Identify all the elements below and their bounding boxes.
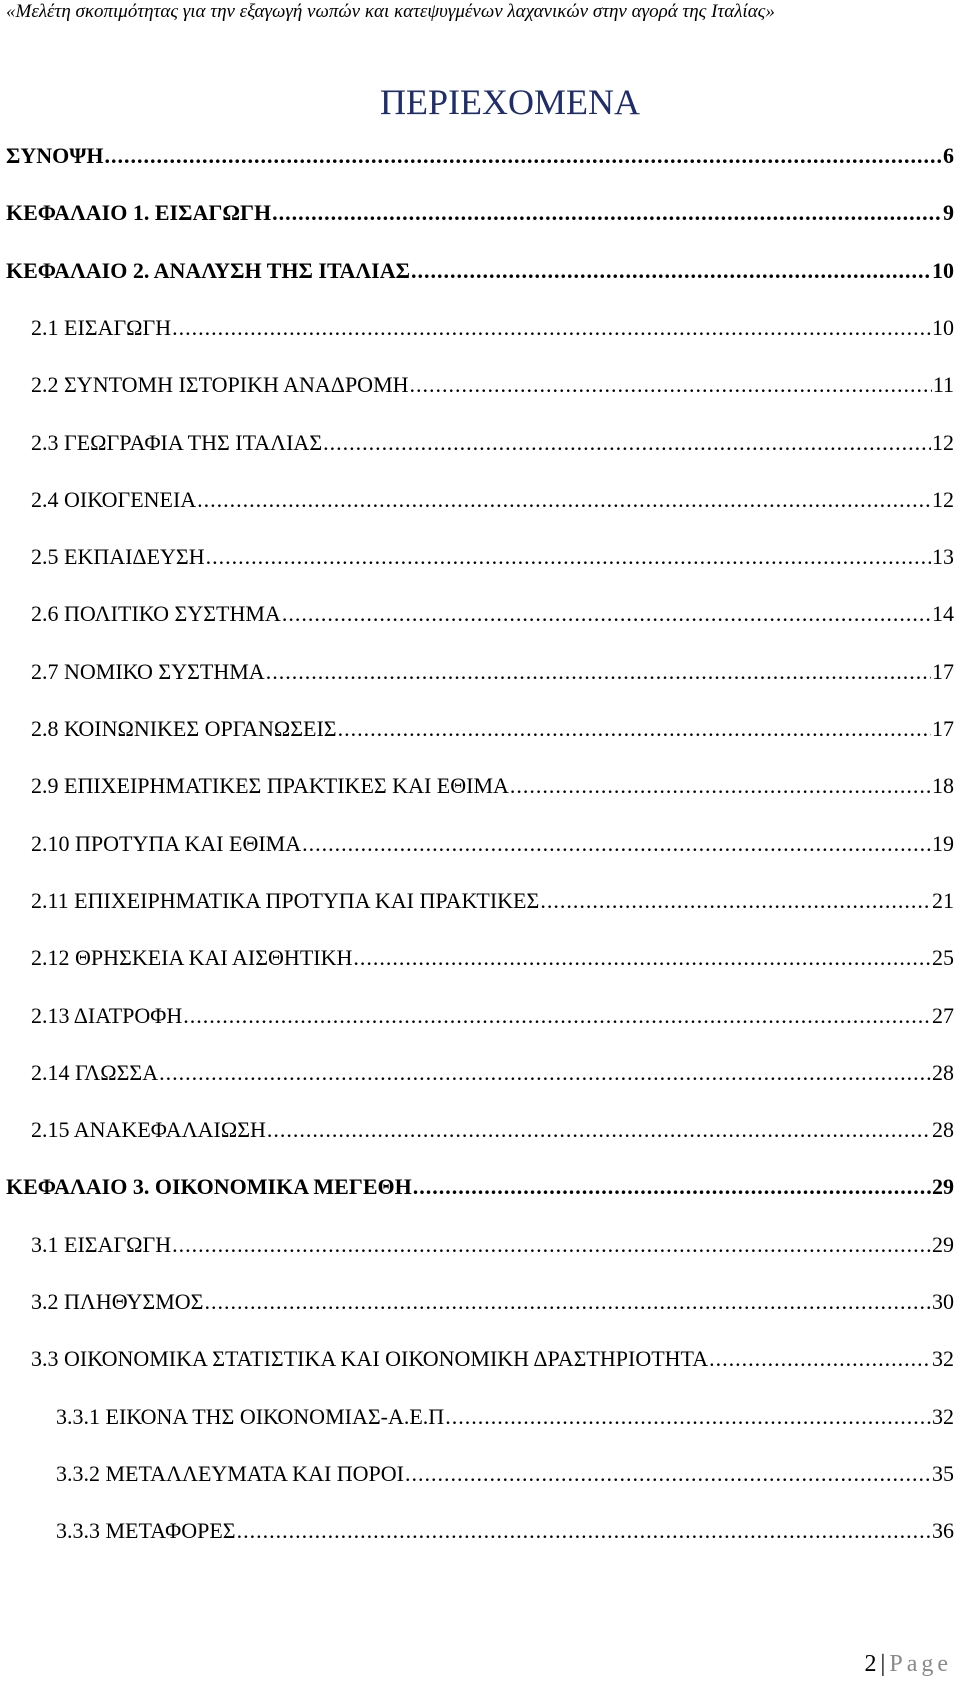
toc-entry-label: 2.2 ΣΥΝΤΟΜΗ ΙΣΤΟΡΙΚΗ ΑΝΑΔΡΟΜΗ bbox=[31, 372, 409, 397]
toc-dot-leader bbox=[540, 887, 931, 915]
toc-entry[interactable] bbox=[31, 715, 954, 743]
toc-entry-label: 2.8 ΚΟΙΝΩΝΙΚΕΣ ΟΡΓΑΝΩΣΕΙΣ bbox=[31, 716, 337, 741]
toc-entry-label: 2.15 ΑΝΑΚΕΦΑΛΑΙΩΣΗ bbox=[31, 1117, 266, 1142]
toc-entry-page: 19 bbox=[932, 831, 954, 856]
toc-dot-leader bbox=[338, 715, 931, 743]
toc-dot-leader bbox=[204, 1288, 931, 1316]
toc-entry-page: 12 bbox=[932, 430, 954, 455]
running-header: «Μελέτη σκοπιμότητας για την εξαγωγή νωπών και κατεψυγμένων λαχανικών στην αγορά της Ιταλίας» bbox=[6, 1, 775, 22]
toc-entry-page: 32 bbox=[932, 1346, 954, 1371]
toc-entry-page: 29 bbox=[932, 1232, 954, 1257]
toc-entry[interactable] bbox=[31, 1231, 954, 1259]
toc-dot-leader bbox=[282, 600, 931, 628]
toc-entry[interactable] bbox=[31, 600, 954, 628]
toc-entry-label: 2.7 ΝΟΜΙΚΟ ΣΥΣΤΗΜΑ bbox=[31, 659, 265, 684]
toc-entry-page: 18 bbox=[932, 773, 954, 798]
toc-entry[interactable] bbox=[31, 944, 954, 972]
page-number: 2 bbox=[864, 1651, 877, 1677]
toc-entry[interactable] bbox=[31, 658, 954, 686]
toc-entry[interactable] bbox=[6, 257, 954, 285]
toc-dot-leader bbox=[405, 1460, 931, 1488]
toc-entry-page: 25 bbox=[932, 945, 954, 970]
toc-dot-leader bbox=[445, 1403, 931, 1431]
toc-entry-page: 29 bbox=[932, 1174, 954, 1199]
toc-entry[interactable] bbox=[31, 887, 954, 915]
toc-entry-label: ΚΕΦΑΛΑΙΟ 1. ΕΙΣΑΓΩΓΗ bbox=[6, 200, 272, 225]
toc-dot-leader bbox=[410, 371, 932, 399]
toc-entry-label: 2.9 ΕΠΙΧΕΙΡΗΜΑΤΙΚΕΣ ΠΡΑΚΤΙΚΕΣ ΚΑΙ ΕΘΙΜΑ bbox=[31, 773, 509, 798]
toc-dot-leader bbox=[413, 1173, 931, 1201]
toc-entry-label: 2.10 ΠΡΟΤΥΠΑ ΚΑΙ ΕΘΙΜΑ bbox=[31, 831, 302, 856]
toc-entry-page: 14 bbox=[932, 601, 954, 626]
toc-entry[interactable] bbox=[31, 1116, 954, 1144]
toc-entry-page: 21 bbox=[932, 888, 954, 913]
toc-entry-page: 36 bbox=[932, 1518, 954, 1543]
toc-dot-leader bbox=[323, 429, 931, 457]
toc-dot-leader bbox=[159, 1059, 931, 1087]
toc-entry-page: 10 bbox=[932, 258, 954, 283]
toc-dot-leader bbox=[237, 1517, 931, 1545]
toc-entry-label: ΚΕΦΑΛΑΙΟ 3. ΟΙΚΟΝΟΜΙΚΑ ΜΕΓΕΘΗ bbox=[6, 1174, 412, 1199]
toc-entry-label: 2.5 ΕΚΠΑΙΔΕΥΣΗ bbox=[31, 544, 205, 569]
toc-entry-page: 28 bbox=[932, 1117, 954, 1142]
toc-entry[interactable] bbox=[31, 486, 954, 514]
toc-entry-page: 30 bbox=[932, 1289, 954, 1314]
toc-entry[interactable] bbox=[56, 1403, 954, 1431]
toc-entry[interactable] bbox=[31, 314, 954, 342]
toc-entry[interactable] bbox=[6, 1173, 954, 1201]
toc-entry-label: 2.3 ΓΕΩΓΡΑΦΙΑ ΤΗΣ ΙΤΑΛΙΑΣ bbox=[31, 430, 323, 455]
toc-dot-leader bbox=[206, 543, 931, 571]
toc-entry-label: ΚΕΦΑΛΑΙΟ 2. ΑΝΑΛΥΣΗ ΤΗΣ ΙΤΑΛΙΑΣ bbox=[6, 258, 410, 283]
toc-entry[interactable] bbox=[56, 1517, 954, 1545]
toc-entry[interactable] bbox=[6, 142, 954, 170]
page-footer bbox=[865, 1650, 952, 1678]
toc-dot-leader bbox=[105, 142, 942, 170]
toc-entry-page: 9 bbox=[943, 200, 954, 225]
toc-dot-leader bbox=[272, 199, 942, 227]
toc-entry-page: 17 bbox=[932, 716, 954, 741]
toc-entry-label: 3.3.1 ΕΙΚΟΝΑ ΤΗΣ ΟΙΚΟΝΟΜΙΑΣ-Α.Ε.Π bbox=[56, 1404, 445, 1429]
toc-dot-leader bbox=[266, 658, 931, 686]
toc-entry-page: 32 bbox=[932, 1404, 954, 1429]
toc-entry[interactable] bbox=[6, 199, 954, 227]
toc-entry-label: 3.2 ΠΛΗΘΥΣΜΟΣ bbox=[31, 1289, 204, 1314]
toc-entry-label: 2.4 ΟΙΚΟΓΕΝΕΙΑ bbox=[31, 487, 197, 512]
toc-entry-label: 2.14 ΓΛΩΣΣΑ bbox=[31, 1060, 159, 1085]
page-word: Page bbox=[889, 1651, 952, 1677]
toc-entry[interactable] bbox=[31, 830, 954, 858]
toc-dot-leader bbox=[267, 1116, 931, 1144]
toc-dot-leader bbox=[197, 486, 931, 514]
toc-entry-page: 10 bbox=[932, 315, 954, 340]
toc-entry-label: 2.11 ΕΠΙΧΕΙΡΗΜΑΤΙΚΑ ΠΡΟΤΥΠΑ ΚΑΙ ΠΡΑΚΤΙΚΕΣ bbox=[31, 888, 540, 913]
toc-entry-page: 12 bbox=[932, 487, 954, 512]
toc-entry-page: 11 bbox=[932, 372, 954, 397]
toc-dot-leader bbox=[172, 1231, 931, 1259]
toc-entry-page: 13 bbox=[932, 544, 954, 569]
toc-entry-page: 27 bbox=[932, 1003, 954, 1028]
toc-entry[interactable] bbox=[31, 1345, 954, 1373]
toc-entry-page: 28 bbox=[932, 1060, 954, 1085]
toc-entry-label: 3.1 ΕΙΣΑΓΩΓΗ bbox=[31, 1232, 172, 1257]
toc-entry-page: 6 bbox=[943, 143, 954, 168]
toc-entry-label: ΣΥΝΟΨΗ bbox=[6, 143, 104, 168]
toc-entry-page: 35 bbox=[932, 1461, 954, 1486]
toc-dot-leader bbox=[302, 830, 931, 858]
toc-entry-page: 17 bbox=[932, 659, 954, 684]
toc-entry[interactable] bbox=[56, 1460, 954, 1488]
toc-entry[interactable] bbox=[31, 772, 954, 800]
toc-entry-label: 3.3 ΟΙΚΟΝΟΜΙΚΑ ΣΤΑΤΙΣΤΙΚΑ ΚΑΙ ΟΙΚΟΝΟΜΙΚΗ ΔΡΑΣΤΗΡΙΟΤΗΤΑ bbox=[31, 1346, 709, 1371]
toc-dot-leader bbox=[411, 257, 931, 285]
toc-title: ΠΕΡΙΕΧΟΜΕΝΑ bbox=[380, 82, 640, 122]
toc-entry[interactable] bbox=[31, 371, 954, 399]
toc-entry[interactable] bbox=[31, 1059, 954, 1087]
toc-entry-label: 3.3.2 ΜΕΤΑΛΛΕΥΜΑΤΑ ΚΑΙ ΠΟΡΟΙ bbox=[56, 1461, 405, 1486]
toc-entry-label: 2.1 ΕΙΣΑΓΩΓΗ bbox=[31, 315, 172, 340]
toc-dot-leader bbox=[353, 944, 931, 972]
toc-entry-label: 2.13 ΔΙΑΤΡΟΦΗ bbox=[31, 1003, 183, 1028]
toc-entry-label: 2.6 ΠΟΛΙΤΙΚΟ ΣΥΣΤΗΜΑ bbox=[31, 601, 281, 626]
toc-entry[interactable] bbox=[31, 1002, 954, 1030]
toc-dot-leader bbox=[183, 1002, 931, 1030]
footer-separator: | bbox=[880, 1651, 886, 1677]
toc-dot-leader bbox=[510, 772, 931, 800]
toc-dot-leader bbox=[709, 1345, 931, 1373]
toc-entry-label: 2.12 ΘΡΗΣΚΕΙΑ ΚΑΙ ΑΙΣΘΗΤΙΚΗ bbox=[31, 945, 353, 970]
toc-entry[interactable] bbox=[31, 429, 954, 457]
toc-entry-label: 3.3.3 ΜΕΤΑΦΟΡΕΣ bbox=[56, 1518, 236, 1543]
toc-entry[interactable] bbox=[31, 1288, 954, 1316]
toc-dot-leader bbox=[172, 314, 931, 342]
toc-entry[interactable] bbox=[31, 543, 954, 571]
